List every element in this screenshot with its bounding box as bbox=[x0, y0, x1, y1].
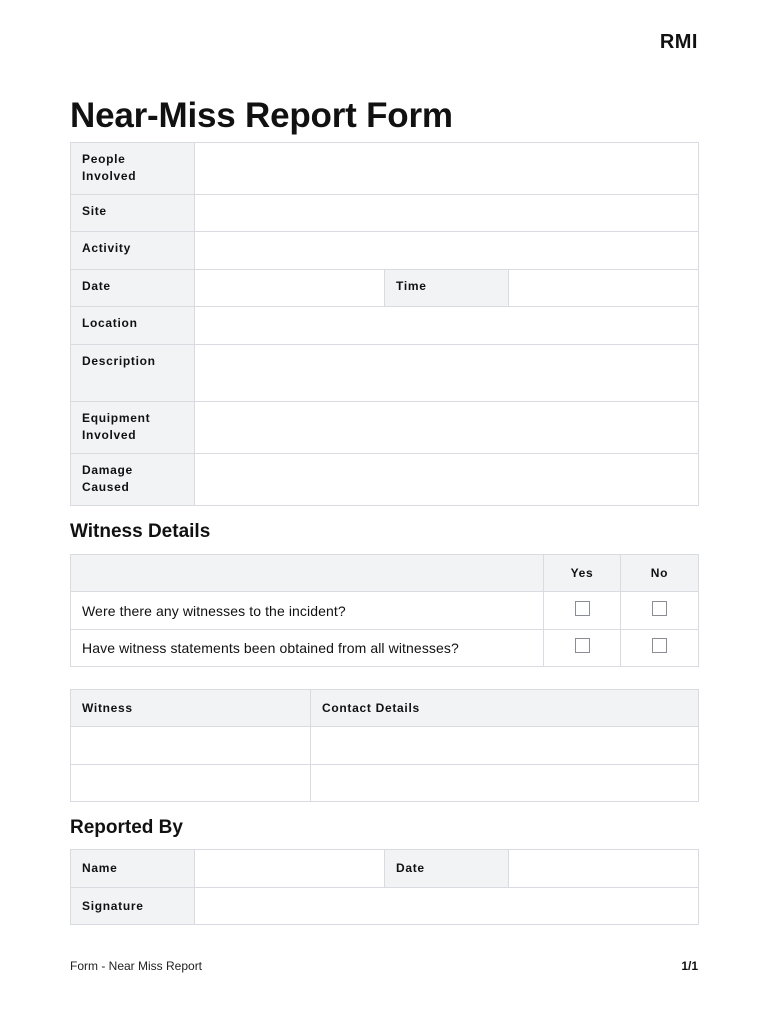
yes-cell bbox=[544, 630, 621, 667]
location-field[interactable] bbox=[195, 307, 699, 345]
signature-label: Signature bbox=[71, 888, 195, 925]
time-label: Time bbox=[385, 270, 509, 307]
question-header-cell bbox=[71, 555, 544, 592]
description-field[interactable] bbox=[195, 345, 699, 402]
footer-document-name: Form - Near Miss Report bbox=[70, 959, 203, 973]
damage-caused-field[interactable] bbox=[195, 454, 699, 506]
report-details-table bbox=[70, 142, 699, 506]
statements-yes-checkbox[interactable] bbox=[575, 638, 590, 653]
yes-column-header: Yes bbox=[544, 555, 621, 592]
witness-section-title: Witness Details bbox=[70, 521, 211, 542]
reported-by-section-title: Reported By bbox=[70, 817, 183, 838]
no-cell bbox=[621, 592, 699, 630]
date-label: Date bbox=[71, 270, 195, 307]
people-involved-field[interactable] bbox=[195, 143, 699, 195]
witness-name-field[interactable] bbox=[71, 765, 311, 802]
page-title: Near-Miss Report Form bbox=[70, 96, 453, 135]
damage-caused-label: Damage Caused bbox=[71, 454, 195, 506]
activity-label: Activity bbox=[71, 232, 195, 270]
witness-contact-table bbox=[70, 689, 699, 802]
reporter-name-label: Name bbox=[71, 850, 195, 888]
report-date-label: Date bbox=[385, 850, 509, 888]
report-date-field[interactable] bbox=[509, 850, 699, 888]
witness-questions-table bbox=[70, 554, 699, 667]
witnesses-no-checkbox[interactable] bbox=[652, 601, 667, 616]
witness-question: Have witness statements been obtained from all witnesses? bbox=[71, 630, 544, 667]
witness-contact-field[interactable] bbox=[311, 727, 699, 765]
activity-field[interactable] bbox=[195, 232, 699, 270]
description-label: Description bbox=[71, 345, 195, 402]
witness-contact-field[interactable] bbox=[311, 765, 699, 802]
footer-page-number: 1/1 bbox=[681, 959, 698, 973]
witness-name-field[interactable] bbox=[71, 727, 311, 765]
reporter-name-field[interactable] bbox=[195, 850, 385, 888]
statements-no-checkbox[interactable] bbox=[652, 638, 667, 653]
brand-logo-text: RMI bbox=[659, 31, 698, 53]
contact-details-column-header: Contact Details bbox=[311, 690, 699, 727]
equipment-involved-field[interactable] bbox=[195, 402, 699, 454]
signature-field[interactable] bbox=[195, 888, 699, 925]
equipment-involved-label: Equipment Involved bbox=[71, 402, 195, 454]
no-column-header: No bbox=[621, 555, 699, 592]
yes-cell bbox=[544, 592, 621, 630]
witness-question: Were there any witnesses to the incident? bbox=[71, 592, 544, 630]
witness-column-header: Witness bbox=[71, 690, 311, 727]
time-field[interactable] bbox=[509, 270, 699, 307]
location-label: Location bbox=[71, 307, 195, 345]
no-cell bbox=[621, 630, 699, 667]
date-field[interactable] bbox=[195, 270, 385, 307]
witnesses-yes-checkbox[interactable] bbox=[575, 601, 590, 616]
people-involved-label: People Involved bbox=[71, 143, 195, 195]
site-field[interactable] bbox=[195, 195, 699, 232]
site-label: Site bbox=[71, 195, 195, 232]
reported-by-table bbox=[70, 849, 699, 925]
